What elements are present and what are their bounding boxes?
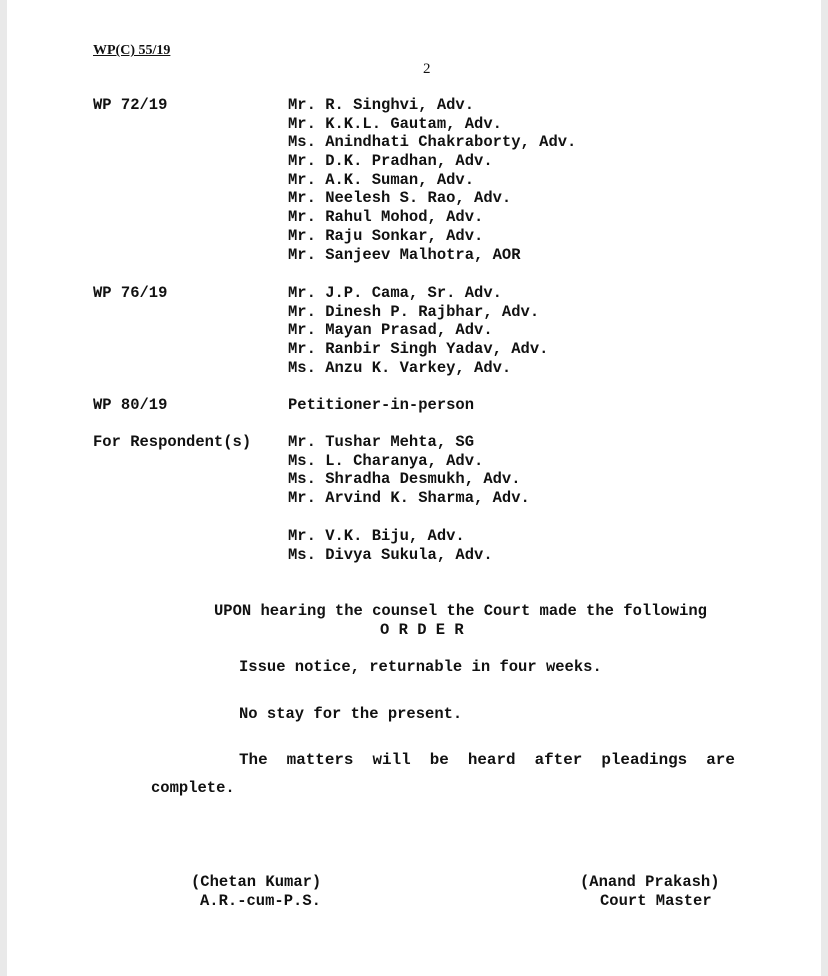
counsel-list bbox=[288, 396, 474, 415]
counsel-name: Mr. Neelesh S. Rao, Adv. bbox=[288, 189, 512, 208]
counsel-name: Mr. J.P. Cama, Sr. Adv. bbox=[288, 284, 502, 302]
counsel-name: Mr. K.K.L. Gautam, Adv. bbox=[288, 114, 502, 133]
counsel-name: Mr. D.K. Pradhan, Adv. bbox=[288, 152, 493, 171]
counsel-name: Mr. Dinesh P. Rajbhar, Adv. bbox=[288, 302, 540, 321]
counsel-list bbox=[288, 527, 493, 564]
counsel-name: Mr. R. Singhvi, Adv. bbox=[288, 96, 475, 114]
group-label: WP 72/19 bbox=[93, 96, 168, 114]
page-number: 2 bbox=[423, 61, 431, 77]
signature-right-name: (Anand Prakash) bbox=[580, 873, 720, 891]
counsel-name: Mr. Mayan Prasad, Adv. bbox=[288, 321, 493, 340]
document-page bbox=[7, 0, 821, 976]
signature-right-title: Court Master bbox=[600, 892, 712, 910]
order-paragraph-3-line-1: The matters will be heard after pleadings are bbox=[239, 751, 735, 769]
counsel-name: Mr. V.K. Biju, Adv. bbox=[288, 527, 465, 545]
group-label: WP 80/19 bbox=[93, 396, 168, 414]
signature-left-title: A.R.-cum-P.S. bbox=[200, 892, 321, 910]
counsel-list bbox=[288, 433, 530, 508]
order-paragraph-3-line-2: complete. bbox=[151, 779, 235, 797]
counsel-name: Ms. Anzu K. Varkey, Adv. bbox=[288, 358, 512, 377]
order-intro: UPON hearing the counsel the Court made the following bbox=[214, 602, 707, 620]
counsel-name: Ms. Shradha Desmukh, Adv. bbox=[288, 470, 521, 489]
counsel-name: Mr. Sanjeev Malhotra, AOR bbox=[288, 245, 521, 264]
order-heading: O R D E R bbox=[380, 621, 464, 639]
counsel-name: Ms. Divya Sukula, Adv. bbox=[288, 545, 493, 564]
counsel-list bbox=[288, 284, 548, 377]
counsel-name: Mr. A.K. Suman, Adv. bbox=[288, 170, 475, 189]
counsel-name: Ms. L. Charanya, Adv. bbox=[288, 451, 484, 470]
order-paragraph-2: No stay for the present. bbox=[239, 705, 463, 723]
group-label: For Respondent(s) bbox=[93, 433, 252, 451]
group-label: WP 76/19 bbox=[93, 284, 168, 302]
counsel-name: Ms. Anindhati Chakraborty, Adv. bbox=[288, 133, 577, 152]
counsel-name: Mr. Arvind K. Sharma, Adv. bbox=[288, 489, 530, 508]
counsel-name: Mr. Tushar Mehta, SG bbox=[288, 433, 475, 451]
counsel-name: Mr. Raju Sonkar, Adv. bbox=[288, 226, 484, 245]
counsel-name: Petitioner-in-person bbox=[288, 396, 475, 414]
signature-left-name: (Chetan Kumar) bbox=[191, 873, 322, 891]
counsel-name: Mr. Ranbir Singh Yadav, Adv. bbox=[288, 340, 549, 359]
counsel-list bbox=[288, 96, 576, 264]
case-reference: WP(C) 55/19 bbox=[93, 43, 171, 58]
order-paragraph-1: Issue notice, returnable in four weeks. bbox=[239, 658, 602, 676]
counsel-name: Mr. Rahul Mohod, Adv. bbox=[288, 208, 484, 227]
